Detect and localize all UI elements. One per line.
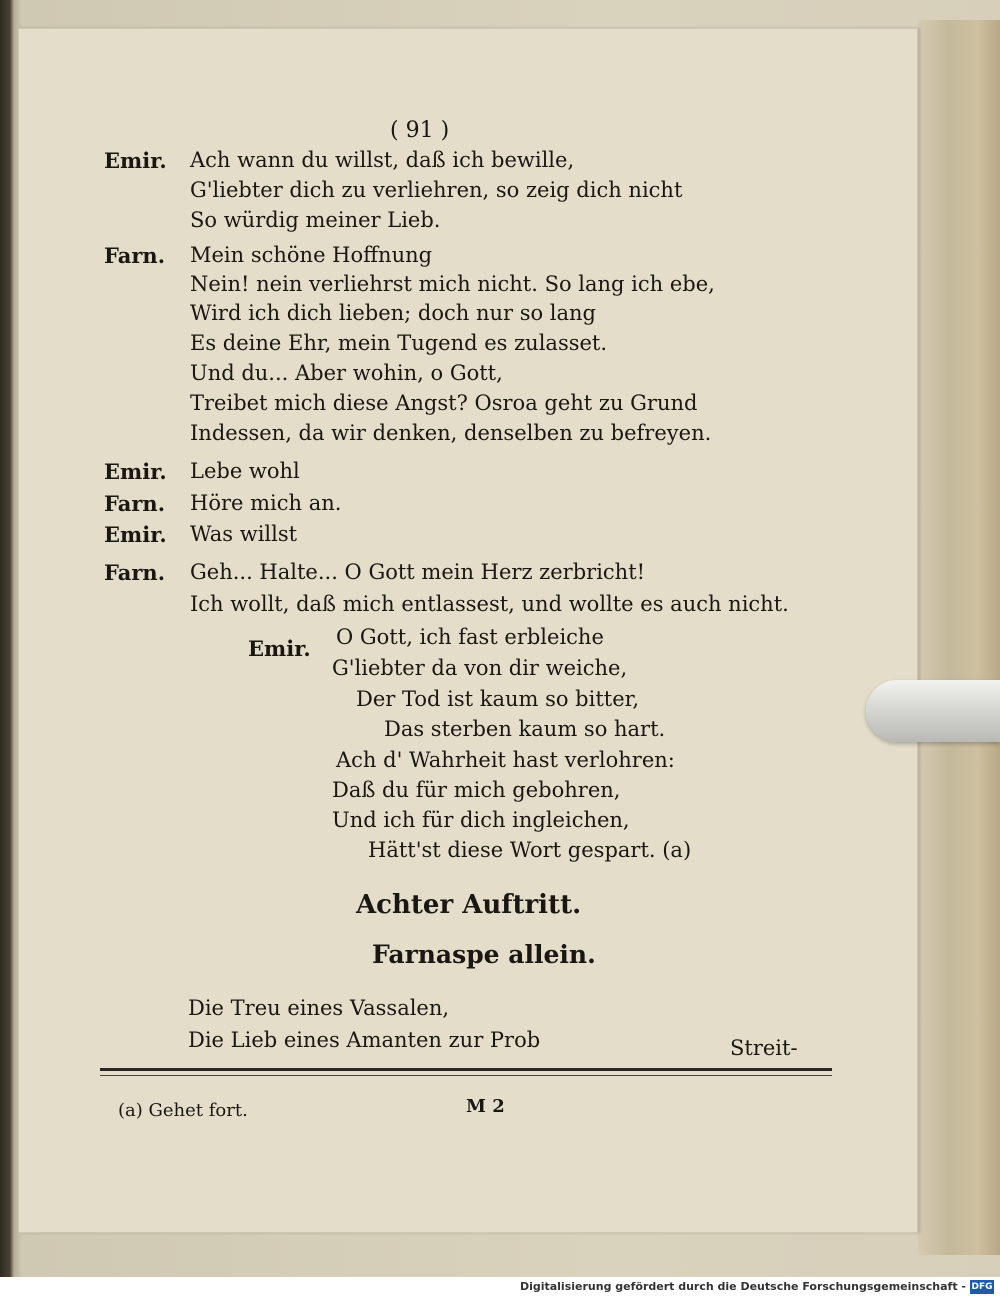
verse-line: Höre mich an.: [190, 491, 342, 515]
verse-line: Mein schöne Hoffnung: [190, 243, 433, 267]
speaker-label: Farn.: [104, 560, 166, 585]
verse-line: Ich wollt, daß mich entlassest, und wollte es auch nicht.: [190, 592, 789, 616]
speaker-label: Farn.: [104, 243, 166, 268]
footer-rule: [100, 1068, 832, 1071]
verse-line: Lebe wohl: [190, 459, 300, 483]
aria-line: Das sterben kaum so hart.: [384, 717, 666, 741]
speaker-label: Emir.: [248, 636, 311, 661]
page-number: ( 91 ): [390, 118, 450, 143]
scene-subheading: Farnaspe allein.: [372, 940, 596, 969]
digitization-credit: Digitalisierung gefördert durch die Deutsche Forschungsgemeinschaft -: [519, 1280, 966, 1293]
dfg-logo: DFG: [971, 1282, 993, 1292]
verse-line: So würdig meiner Lieb.: [190, 208, 441, 232]
book-edge: [918, 20, 1000, 1255]
verse-line: Ach wann du willst, daß ich bewille,: [190, 148, 575, 172]
page-holder-clip: [866, 680, 1000, 742]
speaker-label: Emir.: [104, 522, 167, 547]
verse-line: Indessen, da wir denken, denselben zu befreyen.: [190, 421, 712, 445]
aria-line: Der Tod ist kaum so bitter,: [356, 687, 640, 711]
catchword: Streit-: [730, 1036, 798, 1060]
signature-mark: M 2: [466, 1096, 505, 1117]
aria-line: G'liebter da von dir weiche,: [332, 656, 628, 680]
verse-line: Die Lieb eines Amanten zur Prob: [188, 1028, 541, 1052]
aria-line: Und ich für dich ingleichen,: [332, 808, 630, 832]
verse-line: Treibet mich diese Angst? Osroa geht zu Grund: [190, 391, 698, 415]
verse-line: Es deine Ehr, mein Tugend es zulasset.: [190, 331, 608, 355]
verse-line: Nein! nein verliehrst mich nicht. So lang ich ebe,: [190, 272, 715, 296]
aria-line: Daß du für mich gebohren,: [332, 778, 621, 802]
verse-line: G'liebter dich zu verliehren, so zeig dich nicht: [190, 178, 683, 202]
speaker-label: Emir.: [104, 459, 167, 484]
aria-line: Ach d' Wahrheit hast verlohren:: [336, 748, 675, 772]
aria-line: Hätt'st diese Wort gespart. (a): [368, 838, 692, 862]
footer-rule: [100, 1075, 832, 1076]
scene-heading: Achter Auftritt.: [356, 890, 582, 920]
verse-line: Geh... Halte... O Gott mein Herz zerbricht!: [190, 560, 646, 584]
verse-line: Wird ich dich lieben; doch nur so lang: [190, 301, 597, 325]
aria-line: O Gott, ich fast erbleiche: [336, 625, 604, 649]
speaker-label: Farn.: [104, 491, 166, 516]
verse-line: Die Treu eines Vassalen,: [188, 996, 450, 1020]
speaker-label: Emir.: [104, 148, 167, 173]
verse-line: Was willst: [190, 522, 298, 546]
footnote: (a) Gehet fort.: [118, 1100, 248, 1121]
verse-line: Und du... Aber wohin, o Gott,: [190, 361, 503, 385]
